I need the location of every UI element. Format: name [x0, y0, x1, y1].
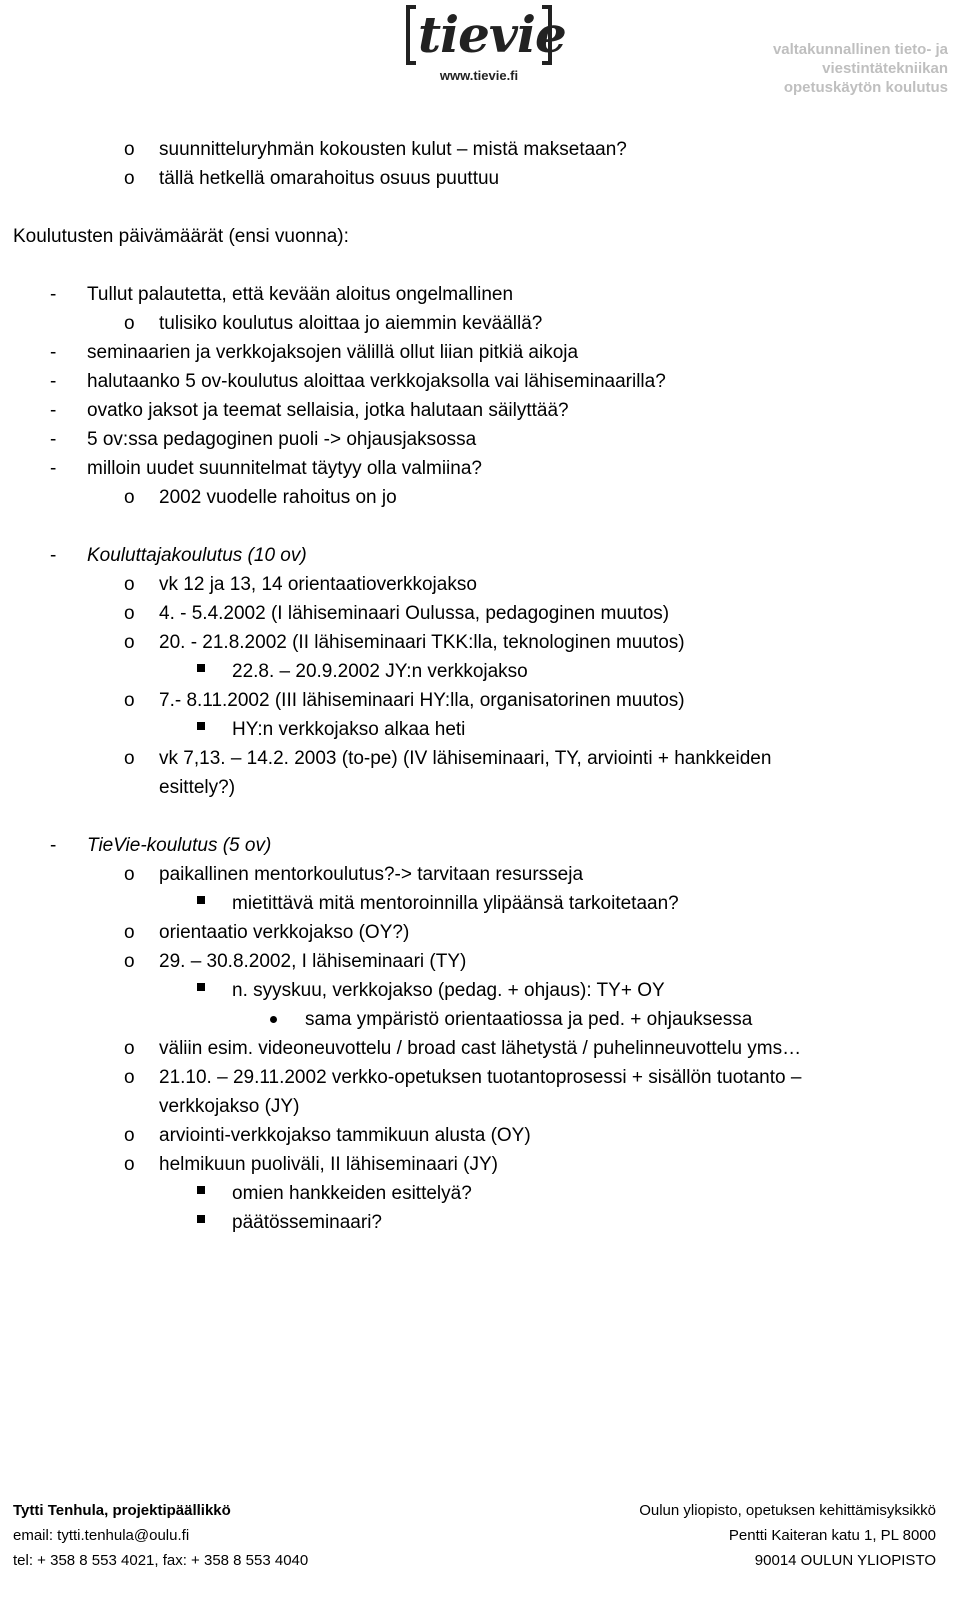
header-tagline [773, 40, 948, 97]
list-item: mietittävä mitä mentoroinnilla ylipäänsä tarkoitetaan? [232, 893, 679, 914]
list-marker-dash: - [50, 458, 57, 479]
square-bullet-icon [197, 722, 205, 730]
list-marker-dash: - [50, 342, 57, 363]
list-item: ovatko jaksot ja teemat sellaisia, jotka halutaan säilyttää? [87, 400, 569, 421]
list-marker-dash: - [50, 284, 57, 305]
list-item: HY:n verkkojakso alkaa heti [232, 719, 466, 740]
footer-postcode: 90014 OULUN YLIOPISTO [754, 1552, 936, 1569]
logo-url: www.tievie.fi [439, 68, 519, 83]
round-bullet-icon [270, 1016, 277, 1023]
square-bullet-icon [197, 1215, 205, 1223]
square-bullet-icon [197, 983, 205, 991]
list-marker-o: o [124, 139, 135, 160]
square-bullet-icon [197, 664, 205, 672]
list-item: halutaanko 5 ov-koulutus aloittaa verkkojaksolla vai lähiseminaarilla? [87, 371, 666, 392]
list-marker-o: o [124, 313, 135, 334]
list-item: milloin uudet suunnitelmat täytyy olla valmiina? [87, 458, 482, 479]
list-marker-dash: - [50, 835, 57, 856]
list-item-heading: TieVie-koulutus (5 ov) [87, 835, 272, 856]
list-item: 5 ov:ssa pedagoginen puoli -> ohjausjaksossa [87, 429, 477, 450]
list-marker-o: o [124, 951, 135, 972]
list-item: 7.- 8.11.2002 (III lähiseminaari HY:lla, organisatorinen muutos) [159, 690, 685, 711]
footer-email: email: tytti.tenhula@oulu.fi [13, 1527, 190, 1544]
list-marker-o: o [124, 632, 135, 653]
list-item: 20. - 21.8.2002 (II lähiseminaari TKK:lla, teknologinen muutos) [159, 632, 685, 653]
list-marker-o: o [124, 748, 135, 769]
list-marker-dash: - [50, 429, 57, 450]
list-marker-o: o [124, 603, 135, 624]
list-item: paikallinen mentorkoulutus?-> tarvitaan resursseja [159, 864, 584, 885]
list-item: 21.10. – 29.11.2002 verkko-opetuksen tuotantoprosessi + sisällön tuotanto – [159, 1067, 802, 1088]
logo-text: tievie [418, 5, 566, 64]
list-marker-o: o [124, 574, 135, 595]
list-item: omien hankkeiden esittelyä? [232, 1183, 472, 1204]
section-heading: Koulutusten päivämäärät (ensi vuonna): [13, 226, 349, 247]
list-item: 2002 vuodelle rahoitus on jo [159, 487, 397, 508]
list-item-heading: Kouluttajakoulutus (10 ov) [87, 545, 307, 566]
square-bullet-icon [197, 1186, 205, 1194]
list-marker-o: o [124, 864, 135, 885]
list-item: päätösseminaari? [232, 1212, 382, 1233]
list-item: orientaatio verkkojakso (OY?) [159, 922, 410, 943]
list-item: 22.8. – 20.9.2002 JY:n verkkojakso [232, 661, 528, 682]
list-item-continuation: esittely?) [159, 777, 236, 798]
list-item: vk 7,13. – 14.2. 2003 (to-pe) (IV lähiseminaari, TY, arviointi + hankkeiden [159, 748, 772, 769]
footer-author: Tytti Tenhula, projektipäällikkö [13, 1502, 231, 1519]
list-marker-o: o [124, 1067, 135, 1088]
tagline-line: valtakunnallinen tieto- ja [772, 41, 948, 58]
list-marker-o: o [124, 1154, 135, 1175]
list-item: seminaarien ja verkkojaksojen välillä ollut liian pitkiä aikoja [87, 342, 579, 363]
list-marker-o: o [124, 690, 135, 711]
list-item: tällä hetkellä omarahoitus osuus puuttuu [159, 168, 500, 189]
footer-phone: tel: + 358 8 553 4021, fax: + 358 8 553 4040 [13, 1552, 309, 1569]
list-item: tulisiko koulutus aloittaa jo aiemmin keväällä? [159, 313, 543, 334]
tagline-line: viestintätekniikan [822, 60, 948, 77]
list-marker-dash: - [50, 545, 57, 566]
list-marker-dash: - [50, 400, 57, 421]
list-item: helmikuun puoliväli, II lähiseminaari (JY) [159, 1154, 498, 1175]
tievie-logo [404, 4, 566, 88]
tagline-line: opetuskäytön koulutus [783, 79, 948, 96]
list-item: n. syyskuu, verkkojakso (pedag. + ohjaus): TY+ OY [232, 980, 665, 1001]
list-item: suunnitteluryhmän kokousten kulut – mistä maksetaan? [159, 139, 627, 160]
list-item: sama ympäristö orientaatiossa ja ped. + ohjauksessa [305, 1009, 753, 1030]
footer-organization: Oulun yliopisto, opetuksen kehittämisyksikkö [639, 1502, 936, 1519]
list-marker-o: o [124, 1125, 135, 1146]
list-item-continuation: verkkojakso (JY) [159, 1096, 300, 1117]
list-item: vk 12 ja 13, 14 orientaatioverkkojakso [159, 574, 477, 595]
footer-address: Pentti Kaiteran katu 1, PL 8000 [728, 1527, 936, 1544]
list-marker-o: o [124, 168, 135, 189]
list-item: väliin esim. videoneuvottelu / broad cast lähetystä / puhelinneuvottelu yms… [159, 1038, 802, 1059]
list-item: 4. - 5.4.2002 (I lähiseminaari Oulussa, pedagoginen muutos) [159, 603, 670, 624]
list-marker-o: o [124, 1038, 135, 1059]
list-item: arviointi-verkkojakso tammikuun alusta (OY) [159, 1125, 531, 1146]
list-item: 29. – 30.8.2002, I lähiseminaari (TY) [159, 951, 467, 972]
list-item: Tullut palautetta, että kevään aloitus ongelmallinen [87, 284, 514, 305]
square-bullet-icon [197, 896, 205, 904]
list-marker-o: o [124, 487, 135, 508]
list-marker-o: o [124, 922, 135, 943]
list-marker-dash: - [50, 371, 57, 392]
